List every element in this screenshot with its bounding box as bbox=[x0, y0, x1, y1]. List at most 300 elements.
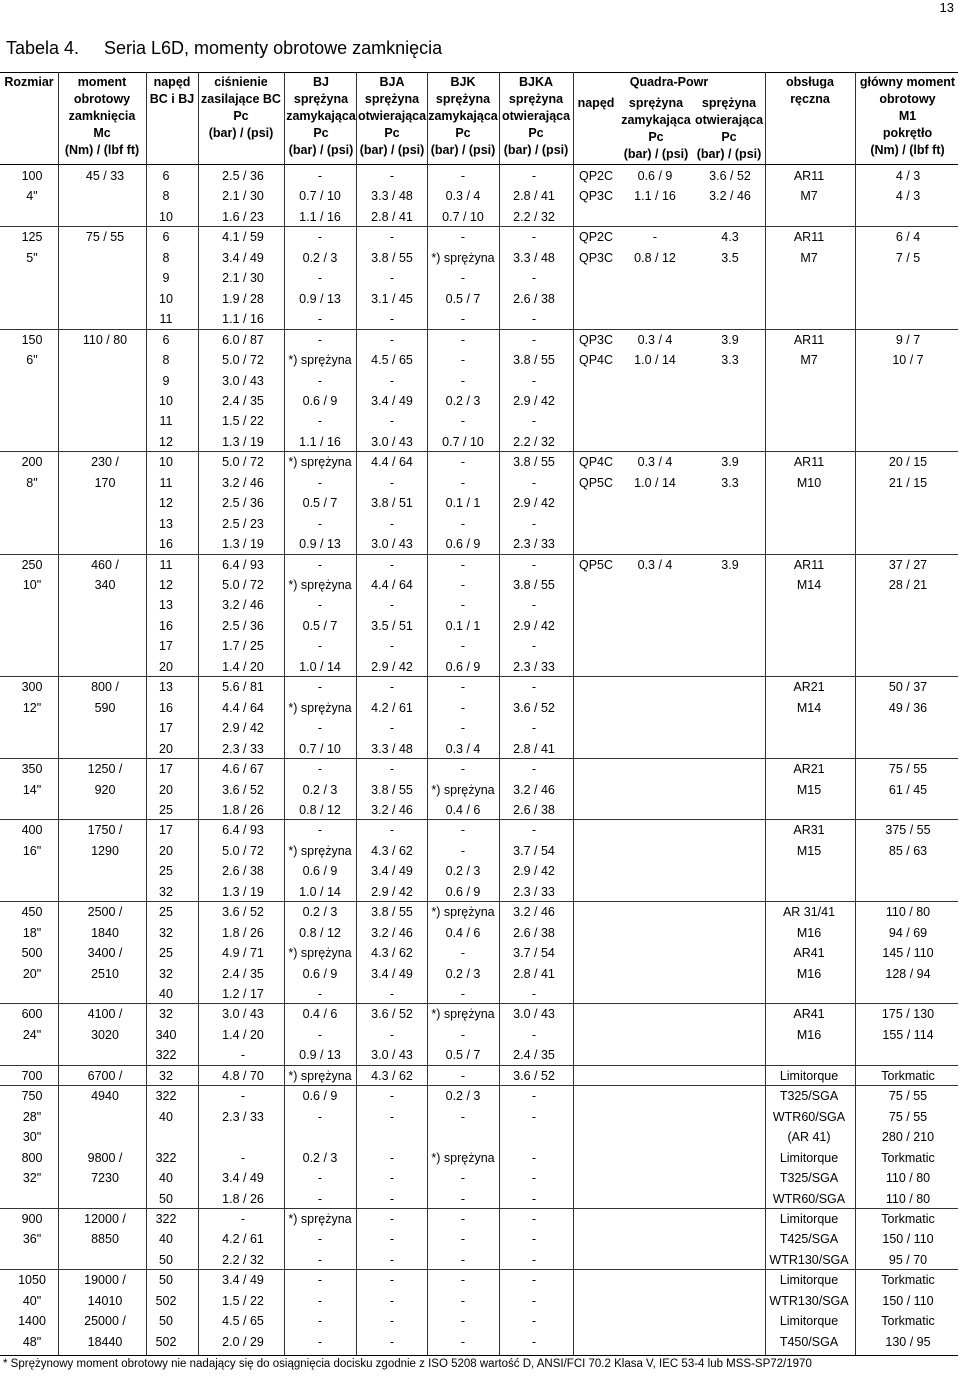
cell-cisnienie: 6.4 / 93 bbox=[222, 823, 264, 838]
cell-rozmiar: 20" bbox=[22, 966, 42, 981]
cell-cisnienie: 1.3 / 19 bbox=[222, 884, 264, 899]
cell-moment: 2510 bbox=[91, 966, 119, 981]
cell-bjka: 2.9 / 42 bbox=[513, 393, 555, 408]
cell-naped: 11 bbox=[159, 312, 173, 327]
cell-moment: 170 bbox=[94, 475, 116, 490]
cell-obsluga: WTR130/SGA bbox=[769, 1293, 849, 1308]
group-separator bbox=[0, 1269, 958, 1270]
cell-rozmiar: 250 bbox=[21, 557, 43, 572]
cell-obsluga: Limitorque bbox=[779, 1150, 839, 1165]
cell-bjka: 3.7 / 54 bbox=[513, 843, 555, 858]
cell-rozmiar: 18" bbox=[22, 925, 42, 940]
cell-naped: 502 bbox=[155, 1334, 177, 1349]
cell-naped: 32 bbox=[159, 884, 173, 899]
cell-naped: 6 bbox=[162, 332, 170, 347]
cell-rozmiar: 150 bbox=[21, 332, 43, 347]
table-row bbox=[0, 1107, 960, 1127]
cell-glowny-moment: 49 / 36 bbox=[888, 700, 928, 715]
cell-bjk: - bbox=[460, 721, 466, 736]
cell-bj: - bbox=[317, 680, 323, 695]
cell-bja: - bbox=[389, 1232, 395, 1247]
cell-bjka: - bbox=[531, 987, 537, 1001]
cell-cisnienie: 2.4 / 35 bbox=[222, 966, 264, 981]
cell-rozmiar: 125 bbox=[21, 230, 43, 245]
cell-naped: 17 bbox=[159, 721, 173, 736]
table-row bbox=[0, 780, 960, 800]
cell-bjk: - bbox=[460, 843, 466, 858]
cell-obsluga: M16 bbox=[796, 1027, 822, 1042]
cell-cisnienie: 2.4 / 35 bbox=[222, 393, 264, 408]
cell-moment: 7230 bbox=[91, 1171, 119, 1186]
cell-cisnienie: 1.2 / 17 bbox=[222, 987, 264, 1001]
cell-bj: 0.5 / 7 bbox=[302, 496, 338, 511]
group-separator bbox=[0, 676, 958, 677]
cell-cisnienie: 4.5 / 65 bbox=[222, 1314, 264, 1329]
cell-naped: 8 bbox=[162, 353, 170, 368]
group-separator bbox=[0, 1065, 958, 1066]
cell-bjk: *) sprężyna bbox=[431, 1150, 495, 1165]
cell-obsluga: T425/SGA bbox=[779, 1232, 839, 1247]
cell-bja: - bbox=[389, 271, 395, 286]
cell-glowny-moment: 110 / 80 bbox=[885, 1191, 931, 1206]
table-row bbox=[0, 473, 960, 493]
cell-naped: 11 bbox=[159, 557, 173, 572]
cell-obsluga: AR 31/41 bbox=[782, 905, 836, 920]
cell-bjka: 2.2 / 32 bbox=[513, 434, 555, 449]
cell-bj: 1.0 / 14 bbox=[299, 659, 341, 674]
cell-obsluga: AR11 bbox=[793, 557, 825, 572]
cell-bj: 0.6 / 9 bbox=[302, 1089, 338, 1104]
header-moment: moment obrotowy zamknięcia Mc (Nm) / (lbf ft) bbox=[64, 75, 140, 157]
cell-cisnienie: 1.3 / 19 bbox=[222, 434, 264, 449]
table-row bbox=[0, 964, 960, 984]
cell-bjk: - bbox=[460, 414, 466, 429]
cell-glowny-moment: 175 / 130 bbox=[881, 1007, 935, 1022]
cell-cisnienie: 3.4 / 49 bbox=[222, 250, 264, 265]
cell-cisnienie: 4.1 / 59 bbox=[222, 230, 264, 245]
cell-bj: - bbox=[317, 1109, 323, 1124]
cell-moment: 2500 / bbox=[87, 905, 123, 920]
cell-bjka: 2.6 / 38 bbox=[513, 925, 555, 940]
cell-bja: - bbox=[389, 598, 395, 613]
table-row bbox=[0, 1127, 960, 1147]
cell-rozmiar: 40" bbox=[22, 1293, 42, 1308]
cell-bjk: 0.1 / 1 bbox=[445, 496, 481, 511]
cell-bjka: 2.3 / 33 bbox=[513, 537, 555, 552]
cell-glowny-moment: 130 / 95 bbox=[885, 1334, 931, 1349]
cell-bj: *) sprężyna bbox=[288, 700, 352, 715]
cell-obsluga: M14 bbox=[796, 578, 822, 592]
cell-bjka: - bbox=[531, 230, 537, 245]
table-row bbox=[0, 186, 960, 206]
cell-glowny-moment: 4 / 3 bbox=[895, 169, 921, 183]
group-separator bbox=[0, 554, 958, 555]
cell-bjk: - bbox=[460, 373, 466, 388]
cell-bjka: - bbox=[531, 169, 537, 183]
cell-bjka: 2.8 / 41 bbox=[513, 741, 555, 756]
cell-bjk: 0.2 / 3 bbox=[445, 864, 481, 879]
cell-rozmiar: 900 bbox=[21, 1211, 43, 1226]
header-bjk: BJK sprężyna zamykająca Pc (bar) / (psi) bbox=[428, 75, 498, 157]
cell-cisnienie: 2.5 / 36 bbox=[222, 496, 264, 511]
cell-cisnienie: 5.0 / 72 bbox=[222, 843, 264, 858]
cell-bja: - bbox=[389, 1089, 395, 1104]
cell-qp-zamykajaca: 0.6 / 9 bbox=[637, 169, 673, 183]
cell-obsluga: (AR 41) bbox=[787, 1130, 831, 1145]
cell-bjka: - bbox=[531, 721, 537, 736]
cell-cisnienie: 2.5 / 36 bbox=[222, 618, 264, 633]
cell-bj: 0.2 / 3 bbox=[302, 250, 338, 265]
cell-bjk: - bbox=[460, 557, 466, 572]
cell-obsluga: M7 bbox=[800, 250, 818, 265]
cell-qp-naped: QP2C bbox=[578, 169, 614, 183]
table-row bbox=[0, 820, 960, 840]
cell-cisnienie: 5.0 / 72 bbox=[222, 455, 264, 470]
header-naped: napęd BC i BJ bbox=[149, 75, 195, 106]
cell-bjk: 0.2 / 3 bbox=[445, 966, 481, 981]
cell-bjka: - bbox=[531, 598, 537, 613]
cell-bjka: 2.9 / 42 bbox=[513, 618, 555, 633]
cell-glowny-moment: 20 / 15 bbox=[888, 455, 928, 470]
cell-glowny-moment: 280 / 210 bbox=[881, 1130, 935, 1145]
cell-bja: 3.3 / 48 bbox=[371, 189, 413, 204]
cell-naped: 25 bbox=[159, 864, 173, 879]
table-row bbox=[0, 984, 960, 1004]
cell-bja: 3.4 / 49 bbox=[371, 393, 413, 408]
cell-qp-otwierajaca: 4.3 bbox=[721, 230, 739, 245]
cell-cisnienie: 4.4 / 64 bbox=[222, 700, 264, 715]
cell-moment: 920 bbox=[94, 782, 116, 797]
table-row bbox=[0, 289, 960, 309]
cell-bjka: 3.6 / 52 bbox=[513, 700, 555, 715]
cell-bjk: - bbox=[460, 1211, 466, 1226]
cell-cisnienie: 1.9 / 28 bbox=[222, 291, 264, 306]
cell-naped: 6 bbox=[162, 230, 170, 245]
cell-bja: 3.8 / 55 bbox=[371, 250, 413, 265]
cell-cisnienie: 1.1 / 16 bbox=[222, 312, 264, 327]
cell-obsluga: M7 bbox=[800, 189, 818, 204]
cell-cisnienie: 1.6 / 23 bbox=[222, 209, 264, 224]
cell-naped: 17 bbox=[159, 823, 173, 838]
cell-cisnienie: 3.4 / 49 bbox=[222, 1273, 264, 1288]
cell-obsluga: AR11 bbox=[793, 230, 825, 245]
table-row bbox=[0, 739, 960, 759]
cell-bjk: 0.7 / 10 bbox=[442, 434, 484, 449]
cell-bjka: - bbox=[531, 1089, 537, 1104]
table-row bbox=[0, 943, 960, 963]
cell-moment: 8850 bbox=[91, 1232, 119, 1247]
cell-cisnienie: 2.9 / 42 bbox=[222, 721, 264, 736]
cell-bj: 0.2 / 3 bbox=[302, 1150, 338, 1165]
cell-glowny-moment: 94 / 69 bbox=[888, 925, 928, 940]
cell-naped: 13 bbox=[159, 598, 173, 613]
cell-bjka: 3.8 / 55 bbox=[513, 578, 555, 592]
cell-naped: 13 bbox=[159, 516, 173, 531]
cell-bja: - bbox=[389, 680, 395, 695]
cell-obsluga: WTR60/SGA bbox=[772, 1191, 846, 1206]
header-obsluga: obsługa ręczna bbox=[786, 75, 834, 106]
table-row bbox=[0, 207, 960, 227]
cell-moment: 25000 / bbox=[84, 1314, 126, 1329]
cell-bjka: - bbox=[531, 516, 537, 531]
group-separator bbox=[0, 1085, 958, 1086]
cell-obsluga: AR11 bbox=[793, 169, 825, 183]
cell-naped: 9 bbox=[162, 373, 170, 388]
cell-glowny-moment: 75 / 55 bbox=[888, 1109, 928, 1124]
cell-bja: 3.2 / 46 bbox=[371, 802, 413, 817]
cell-bjka: - bbox=[531, 1273, 537, 1288]
cell-cisnienie: 3.4 / 49 bbox=[222, 1171, 264, 1186]
cell-bj: - bbox=[317, 332, 323, 347]
cell-cisnienie: - bbox=[240, 1089, 246, 1104]
cell-bja: 3.4 / 49 bbox=[371, 966, 413, 981]
cell-bjka: 2.3 / 33 bbox=[513, 659, 555, 674]
table-row bbox=[0, 227, 960, 247]
cell-bj: *) sprężyna bbox=[288, 1068, 352, 1083]
cell-qp-naped: QP4C bbox=[578, 455, 614, 470]
cell-glowny-moment: Torkmatic bbox=[881, 1211, 935, 1226]
cell-naped: 10 bbox=[159, 209, 173, 224]
cell-bjk: - bbox=[460, 1334, 466, 1349]
cell-qp-otwierajaca: 3.3 bbox=[721, 353, 739, 368]
cell-bjka: 3.7 / 54 bbox=[513, 946, 555, 961]
cell-bj: 1.1 / 16 bbox=[299, 434, 341, 449]
cell-rozmiar: 200 bbox=[21, 455, 43, 470]
cell-obsluga: M15 bbox=[796, 843, 822, 858]
cell-qp-zamykajaca: 1.1 / 16 bbox=[634, 189, 676, 204]
cell-bjka: 2.9 / 42 bbox=[513, 496, 555, 511]
cell-moment: 460 / bbox=[91, 557, 119, 572]
cell-bja: - bbox=[389, 721, 395, 736]
cell-naped: 340 bbox=[155, 1027, 177, 1042]
cell-cisnienie: 5.0 / 72 bbox=[222, 578, 264, 592]
cell-naped: 11 bbox=[159, 475, 173, 490]
cell-bj: *) sprężyna bbox=[288, 843, 352, 858]
table-row bbox=[0, 371, 960, 391]
cell-naped: 10 bbox=[159, 291, 173, 306]
cell-bjk: - bbox=[460, 1109, 466, 1124]
cell-bja: 2.8 / 41 bbox=[371, 209, 413, 224]
header-bj: BJ sprężyna zamykająca Pc (bar) / (psi) bbox=[286, 75, 356, 157]
cell-cisnienie: 5.6 / 81 bbox=[222, 680, 264, 695]
cell-bjka: 2.2 / 32 bbox=[513, 209, 555, 224]
cell-bjk: *) sprężyna bbox=[431, 250, 495, 265]
table-row bbox=[0, 330, 960, 350]
cell-bja: 3.8 / 51 bbox=[371, 496, 413, 511]
cell-bjka: 3.2 / 46 bbox=[513, 782, 555, 797]
cell-cisnienie: 4.9 / 71 bbox=[222, 946, 264, 961]
cell-naped: 12 bbox=[159, 434, 173, 449]
cell-bj: - bbox=[317, 1334, 323, 1349]
cell-obsluga: M10 bbox=[796, 475, 822, 490]
cell-qp-naped: QP5C bbox=[578, 557, 614, 572]
cell-bj: - bbox=[317, 1171, 323, 1186]
cell-bja: 4.3 / 62 bbox=[371, 1068, 413, 1083]
cell-glowny-moment: 28 / 21 bbox=[888, 578, 928, 592]
cell-rozmiar: 10" bbox=[22, 578, 42, 592]
cell-cisnienie: 2.1 / 30 bbox=[222, 189, 264, 204]
cell-bja: - bbox=[389, 414, 395, 429]
cell-rozmiar: 48" bbox=[22, 1334, 42, 1349]
cell-naped: 50 bbox=[159, 1252, 173, 1267]
cell-moment: 6700 / bbox=[87, 1068, 123, 1083]
cell-bjka: - bbox=[531, 1027, 537, 1042]
table-bottom-rule bbox=[0, 1355, 958, 1356]
cell-naped: 20 bbox=[159, 659, 173, 674]
cell-rozmiar: 32" bbox=[22, 1171, 42, 1186]
cell-rozmiar: 16" bbox=[22, 843, 42, 858]
cell-naped: 16 bbox=[159, 537, 173, 552]
table-row bbox=[0, 718, 960, 738]
header-qp-zamykajaca: sprężyna zamykająca Pc (bar) / (psi) bbox=[621, 96, 691, 161]
cell-glowny-moment: 110 / 80 bbox=[885, 905, 931, 920]
cell-obsluga: Limitorque bbox=[779, 1314, 839, 1329]
cell-qp-naped: QP3C bbox=[578, 250, 614, 265]
cell-bjk: *) sprężyna bbox=[431, 782, 495, 797]
cell-moment: 1250 / bbox=[87, 762, 123, 777]
table-row bbox=[0, 1250, 960, 1270]
cell-glowny-moment: 155 / 114 bbox=[882, 1027, 934, 1042]
group-separator bbox=[0, 226, 958, 227]
table-header bbox=[0, 72, 960, 172]
cell-qp-otwierajaca: 3.5 bbox=[721, 250, 739, 265]
cell-bjk: - bbox=[460, 475, 466, 490]
table-row bbox=[0, 861, 960, 881]
cell-qp-zamykajaca: 0.3 / 4 bbox=[637, 455, 673, 470]
cell-bjka: - bbox=[531, 271, 537, 286]
cell-obsluga: M14 bbox=[796, 700, 822, 715]
cell-bj: 0.5 / 7 bbox=[302, 618, 338, 633]
cell-obsluga: M7 bbox=[800, 353, 818, 368]
cell-bja: 3.8 / 55 bbox=[371, 905, 413, 920]
cell-cisnienie: 5.0 / 72 bbox=[222, 353, 264, 368]
cell-cisnienie: 1.4 / 20 bbox=[222, 1027, 264, 1042]
header-quadra-powr: Quadra-Powr bbox=[629, 75, 709, 89]
cell-naped: 17 bbox=[159, 762, 173, 777]
cell-rozmiar: 700 bbox=[21, 1068, 43, 1083]
cell-bj: - bbox=[317, 414, 323, 429]
table-row bbox=[0, 1311, 960, 1331]
cell-cisnienie: 3.0 / 43 bbox=[222, 1007, 264, 1022]
cell-naped: 12 bbox=[159, 578, 173, 592]
table-row bbox=[0, 432, 960, 452]
cell-bj: 0.7 / 10 bbox=[299, 741, 341, 756]
cell-bjka: - bbox=[531, 1171, 537, 1186]
cell-bja: - bbox=[389, 1314, 395, 1329]
cell-bjka: 2.8 / 41 bbox=[513, 966, 555, 981]
cell-bja: - bbox=[389, 169, 395, 183]
cell-glowny-moment: Torkmatic bbox=[881, 1273, 935, 1288]
cell-bja: 4.5 / 65 bbox=[371, 353, 413, 368]
cell-naped: 17 bbox=[159, 639, 173, 654]
table-row bbox=[0, 1004, 960, 1024]
table-row bbox=[0, 1045, 960, 1065]
cell-bj: 0.2 / 3 bbox=[302, 782, 338, 797]
cell-bj: - bbox=[317, 1027, 323, 1042]
cell-cisnienie: 1.8 / 26 bbox=[222, 802, 264, 817]
cell-bja: - bbox=[389, 557, 395, 572]
cell-bja: - bbox=[389, 230, 395, 245]
cell-qp-naped: QP4C bbox=[578, 353, 614, 368]
table-row bbox=[0, 452, 960, 472]
cell-bjk: - bbox=[460, 169, 466, 183]
cell-rozmiar: 6" bbox=[26, 353, 38, 368]
cell-rozmiar: 350 bbox=[21, 762, 43, 777]
cell-bja: 4.4 / 64 bbox=[371, 455, 413, 470]
cell-glowny-moment: 375 / 55 bbox=[885, 823, 931, 838]
cell-bjk: 0.4 / 6 bbox=[445, 925, 481, 940]
cell-bjk: - bbox=[460, 578, 466, 592]
table-row bbox=[0, 923, 960, 943]
cell-bjk: 0.6 / 9 bbox=[445, 884, 481, 899]
cell-bj: - bbox=[317, 598, 323, 613]
cell-glowny-moment: 61 / 45 bbox=[888, 782, 928, 797]
cell-bjk: - bbox=[460, 680, 466, 695]
cell-bj: - bbox=[317, 1191, 323, 1206]
cell-bj: - bbox=[317, 169, 323, 183]
cell-obsluga: T325/SGA bbox=[779, 1089, 839, 1104]
cell-bj: - bbox=[317, 475, 323, 490]
cell-bjk: - bbox=[460, 1068, 466, 1083]
cell-bjk: 0.6 / 9 bbox=[445, 659, 481, 674]
cell-moment: 18440 bbox=[87, 1334, 123, 1349]
cell-rozmiar: 1400 bbox=[18, 1314, 46, 1329]
cell-moment: 340 bbox=[94, 578, 116, 592]
table-row bbox=[0, 1209, 960, 1229]
cell-bj: - bbox=[317, 639, 323, 654]
group-separator bbox=[0, 451, 958, 452]
cell-bjk: - bbox=[460, 312, 466, 327]
cell-bj: - bbox=[317, 1232, 323, 1247]
cell-qp-otwierajaca: 3.2 / 46 bbox=[709, 189, 751, 204]
cell-bja: - bbox=[389, 762, 395, 777]
cell-glowny-moment: Torkmatic bbox=[881, 1150, 935, 1165]
cell-cisnienie: 1.8 / 26 bbox=[222, 925, 264, 940]
cell-moment: 3400 / bbox=[87, 946, 123, 961]
table-row bbox=[0, 268, 960, 288]
cell-cisnienie: 2.3 / 33 bbox=[222, 1109, 264, 1124]
cell-rozmiar: 28" bbox=[22, 1109, 42, 1124]
cell-bjk: - bbox=[460, 455, 466, 470]
cell-bja: - bbox=[389, 823, 395, 838]
cell-glowny-moment: 150 / 110 bbox=[882, 1293, 934, 1308]
page-number: 13 bbox=[939, 0, 954, 15]
table-row bbox=[0, 514, 960, 534]
table-row bbox=[0, 882, 960, 902]
cell-rozmiar: 500 bbox=[21, 946, 43, 961]
cell-bjka: 2.4 / 35 bbox=[513, 1048, 555, 1063]
cell-bjka: 2.3 / 33 bbox=[513, 884, 555, 899]
cell-obsluga: AR11 bbox=[793, 455, 825, 470]
cell-bja: - bbox=[389, 373, 395, 388]
cell-cisnienie: - bbox=[240, 1211, 246, 1226]
cell-bjk: - bbox=[460, 639, 466, 654]
cell-glowny-moment: 110 / 80 bbox=[885, 1171, 931, 1186]
cell-bjka: 3.2 / 46 bbox=[513, 905, 555, 920]
cell-cisnienie: 1.8 / 26 bbox=[222, 1191, 264, 1206]
cell-bja: - bbox=[389, 332, 395, 347]
cell-rozmiar: 4" bbox=[26, 189, 38, 204]
cell-obsluga: M16 bbox=[796, 966, 822, 981]
table-row bbox=[0, 1291, 960, 1311]
cell-bja: - bbox=[389, 1273, 395, 1288]
cell-obsluga: WTR60/SGA bbox=[772, 1109, 846, 1124]
cell-rozmiar: 24" bbox=[22, 1027, 42, 1042]
table-row bbox=[0, 1066, 960, 1086]
cell-naped: 10 bbox=[159, 393, 173, 408]
cell-cisnienie: 4.8 / 70 bbox=[222, 1068, 264, 1083]
cell-qp-otwierajaca: 3.6 / 52 bbox=[709, 169, 751, 183]
